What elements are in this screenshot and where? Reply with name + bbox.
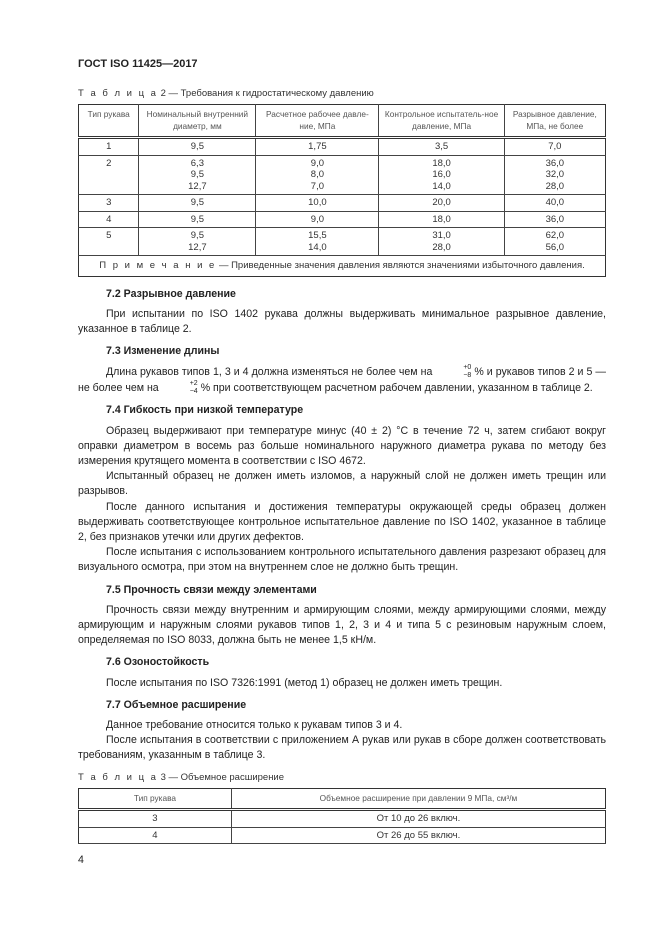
column-header: Номинальный внутренний диаметр, мм [139, 105, 256, 138]
section-heading: 7.3 Изменение длины [106, 345, 220, 358]
table-cell: От 26 до 55 включ. [231, 827, 605, 844]
tolerance [435, 364, 471, 380]
caption-text: 3 — Объемное расширение [160, 771, 285, 783]
table-row [79, 211, 606, 228]
table-cell: 18,0 16,0 14,0 [379, 155, 504, 195]
tolerance-upper: +2 [189, 380, 198, 388]
note-prefix: П р и м е ч а н и е [99, 260, 217, 271]
table2-caption [78, 88, 606, 99]
paragraph: После испытания с использованием контрольного испытательного давления разрезают образец для визуального осмотра, при этом на внутреннем слое не должно быть трещин. [78, 546, 606, 574]
table3-caption [78, 772, 606, 783]
table-cell: 9,5 [139, 138, 256, 156]
section-7-5 [78, 583, 606, 649]
tolerance [162, 380, 198, 396]
table-cell: 1 [79, 138, 139, 156]
table-cell: 9,5 [139, 195, 256, 212]
table-cell: 9,5 12,7 [139, 228, 256, 256]
text-run: Длина рукавов типов 1, 3 и 4 должна изменяться не более чем на [106, 366, 433, 379]
paragraph: После испытания по ISO 7326:1991 (метод 1) образец не должен иметь трещин. [106, 676, 503, 689]
section-heading: 7.4 Гибкость при низкой температуре [106, 404, 304, 417]
table-row [79, 195, 606, 212]
table-row [79, 138, 606, 156]
table-cell: 2 [79, 155, 139, 195]
column-header: Контрольное испытатель-ное давление, МПа [379, 105, 504, 138]
table-cell: 20,0 [379, 195, 504, 212]
section-heading: 7.2 Разрывное давление [106, 287, 236, 300]
table-cell: 6,3 9,5 12,7 [139, 155, 256, 195]
body-text [78, 287, 606, 764]
section-7-6 [78, 655, 606, 690]
table-cell: 62,0 56,0 [504, 228, 605, 256]
paragraph: Прочность связи между внутренним и армирующим слоями, между армирующими слоями, между армирующим и наружным слоями рукавов типов 1, 2, 3 и 4 и типа 5 с резиновым наружным слоем, определяемая по ISO 8033, должна быть не менее 1,5 кН/м. [78, 603, 606, 647]
column-header: Тип рукава [79, 105, 139, 138]
caption-prefix: Т а б л и ц а [78, 771, 158, 783]
table-cell: 36,0 [504, 211, 605, 228]
paragraph [78, 364, 606, 396]
section-7-3 [78, 344, 606, 396]
table-cell: 3 [79, 195, 139, 212]
table-cell: 31,0 28,0 [379, 228, 504, 256]
document-header: ГОСТ ISO 11425—2017 [78, 58, 198, 70]
section-7-7 [78, 698, 606, 764]
page-number: 4 [78, 854, 84, 867]
paragraph: Данное требование относится только к рукавам типов 3 и 4. [106, 718, 403, 731]
table3-block [78, 772, 606, 845]
table-cell: 15,5 14,0 [256, 228, 379, 256]
paragraph: Испытанный образец не должен иметь изломов, а наружный слой не должен иметь трещин или разрывов. [78, 470, 606, 498]
column-header: Объемное расширение при давлении 9 МПа, см³/м [231, 788, 605, 810]
table-row [79, 155, 606, 195]
table-cell: 7,0 [504, 138, 605, 156]
column-header: Тип рукава [79, 788, 232, 810]
table-cell: 1,75 [256, 138, 379, 156]
table-cell: 5 [79, 228, 139, 256]
tolerance-lower: −8 [463, 372, 472, 380]
table-row [79, 827, 606, 844]
caption-text: 2 — Требования к гидростатическому давлению [160, 88, 374, 99]
table-cell: От 10 до 26 включ. [231, 810, 605, 828]
table-cell: 4 [79, 211, 139, 228]
table-row [79, 810, 606, 828]
tolerance-upper: +0 [463, 364, 472, 372]
section-heading: 7.7 Объемное расширение [106, 698, 247, 711]
table-row [79, 228, 606, 256]
section-7-2 [78, 287, 606, 338]
text-run: % при соответствующем расчетном рабочем давлении, указанном в таблице 2. [200, 382, 593, 395]
column-header: Разрывное давление, МПа, не более [504, 105, 605, 138]
table-cell: 4 [79, 827, 232, 844]
table-cell: 3,5 [379, 138, 504, 156]
table-cell: 10,0 [256, 195, 379, 212]
column-header: Расчетное рабочее давле-ние, МПа [256, 105, 379, 138]
tolerance-lower: −4 [189, 388, 198, 396]
note-text: — Приведенные значения давления являются значениями избыточного давления. [218, 260, 585, 271]
table-cell: 40,0 [504, 195, 605, 212]
table-cell: 3 [79, 810, 232, 828]
caption-prefix: Т а б л и ц а [78, 88, 158, 99]
paragraph: После данного испытания и достижения температуры окружающей среды образец должен выдерживать соответствующее контрольное испытательное давление по ISO 1402, указанное в таблице 2, без признаков утечки или других дефектов. [78, 500, 606, 543]
text-run: % и рукавов типов 2 и 5 — не более чем на [78, 366, 606, 395]
section-heading: 7.5 Прочность связи между элементами [106, 583, 317, 596]
paragraph: После испытания в соответствии с приложением А рукав или рукав в сборе должен соответствовать требованиям, указанным в таблице 3. [78, 734, 606, 762]
table-cell: 9,0 8,0 7,0 [256, 155, 379, 195]
table-cell: 18,0 [379, 211, 504, 228]
paragraph: При испытании по ISO 1402 рукава должны выдерживать минимальное разрывное давление, указанное в таблице 2. [78, 307, 606, 335]
section-7-4 [78, 403, 606, 575]
table2 [78, 104, 606, 277]
paragraph: Образец выдерживают при температуре минус (40 ± 2) °С в течение 72 ч, затем сгибают вокруг оправки диаметром в восемь раз больше номинального наружного диаметра рукава по методу без измерения крутящего момента в соответствии с ISO 4672. [78, 424, 606, 467]
table2-note [79, 256, 606, 277]
table-cell: 36,0 32,0 28,0 [504, 155, 605, 195]
section-heading: 7.6 Озоностойкость [106, 656, 210, 669]
table-cell: 9,0 [256, 211, 379, 228]
table3 [78, 788, 606, 845]
table-cell: 9,5 [139, 211, 256, 228]
